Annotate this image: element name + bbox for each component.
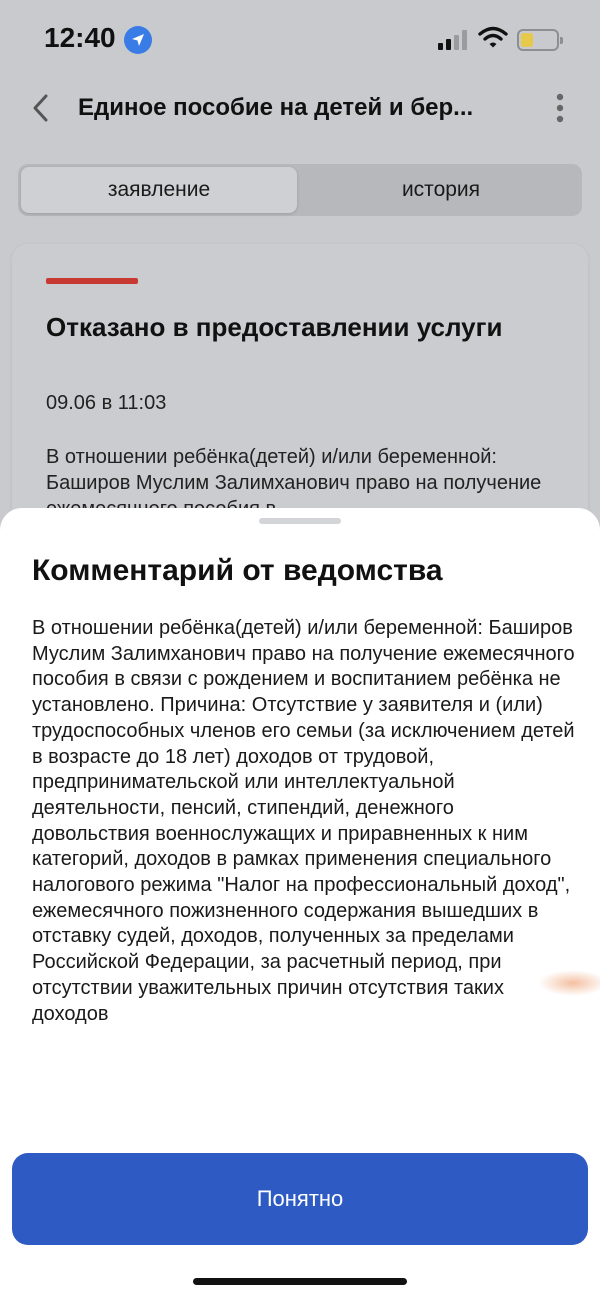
tab-history[interactable]: история [401, 178, 481, 201]
location-arrow-icon [124, 26, 152, 54]
sheet-drag-handle[interactable] [259, 518, 341, 524]
signal-icon [438, 30, 470, 50]
status-bar [0, 0, 600, 80]
app-header [0, 80, 600, 136]
comment-bottom-sheet [0, 508, 600, 1297]
page-title: Единое пособие на детей и бер... [78, 94, 474, 121]
screen-smudge [538, 970, 600, 996]
segmented-tabs [18, 164, 582, 216]
status-card [12, 244, 588, 544]
tab-application[interactable]: заявление [21, 167, 297, 213]
status-time: 12:40 [44, 22, 116, 53]
home-indicator[interactable] [193, 1278, 407, 1285]
understood-button[interactable]: Понятно [12, 1153, 588, 1245]
status-description: В отношении ребёнка(детей) и/или беременной: Баширов Муслим Залимханович право на получение [46, 446, 542, 494]
status-title: Отказано в предоставлении услуги [46, 312, 503, 342]
agency-comment-text: В отношении ребёнка(детей) и/или беременной: Баширов Муслим Залимханович право на получение ежемесячного пособия в связи с рождением и воспитанием ребёнка не установлено. Причина: Отсутствие у заявителя и (или) трудоспособных членов его семьи (за исключением детей в возрасте до 18 лет) доходов от трудовой, предпринимательской или интеллектуальной деятельности, пенсий, стипендий, денежного довольствия военнослужащих и приравненных к ним категорий, доходов в рамках применения специального налогового режима "Налог на профессиональный доход", ежемесячного пожизненного содержания вышедших в отставку судей, доходов, полученных за пределами Российской Федерации, за расчетный период, при отсутствии уважительных причин отсутствия таких доходов [32, 617, 575, 1025]
wifi-icon [478, 26, 508, 50]
status-indicator [46, 278, 138, 284]
sheet-title: Комментарий от ведомства [32, 554, 443, 587]
status-date: 09.06 в 11:03 [46, 392, 167, 414]
battery-icon [517, 29, 559, 51]
more-vertical-icon[interactable] [550, 92, 570, 124]
back-chevron-icon[interactable] [28, 92, 56, 124]
